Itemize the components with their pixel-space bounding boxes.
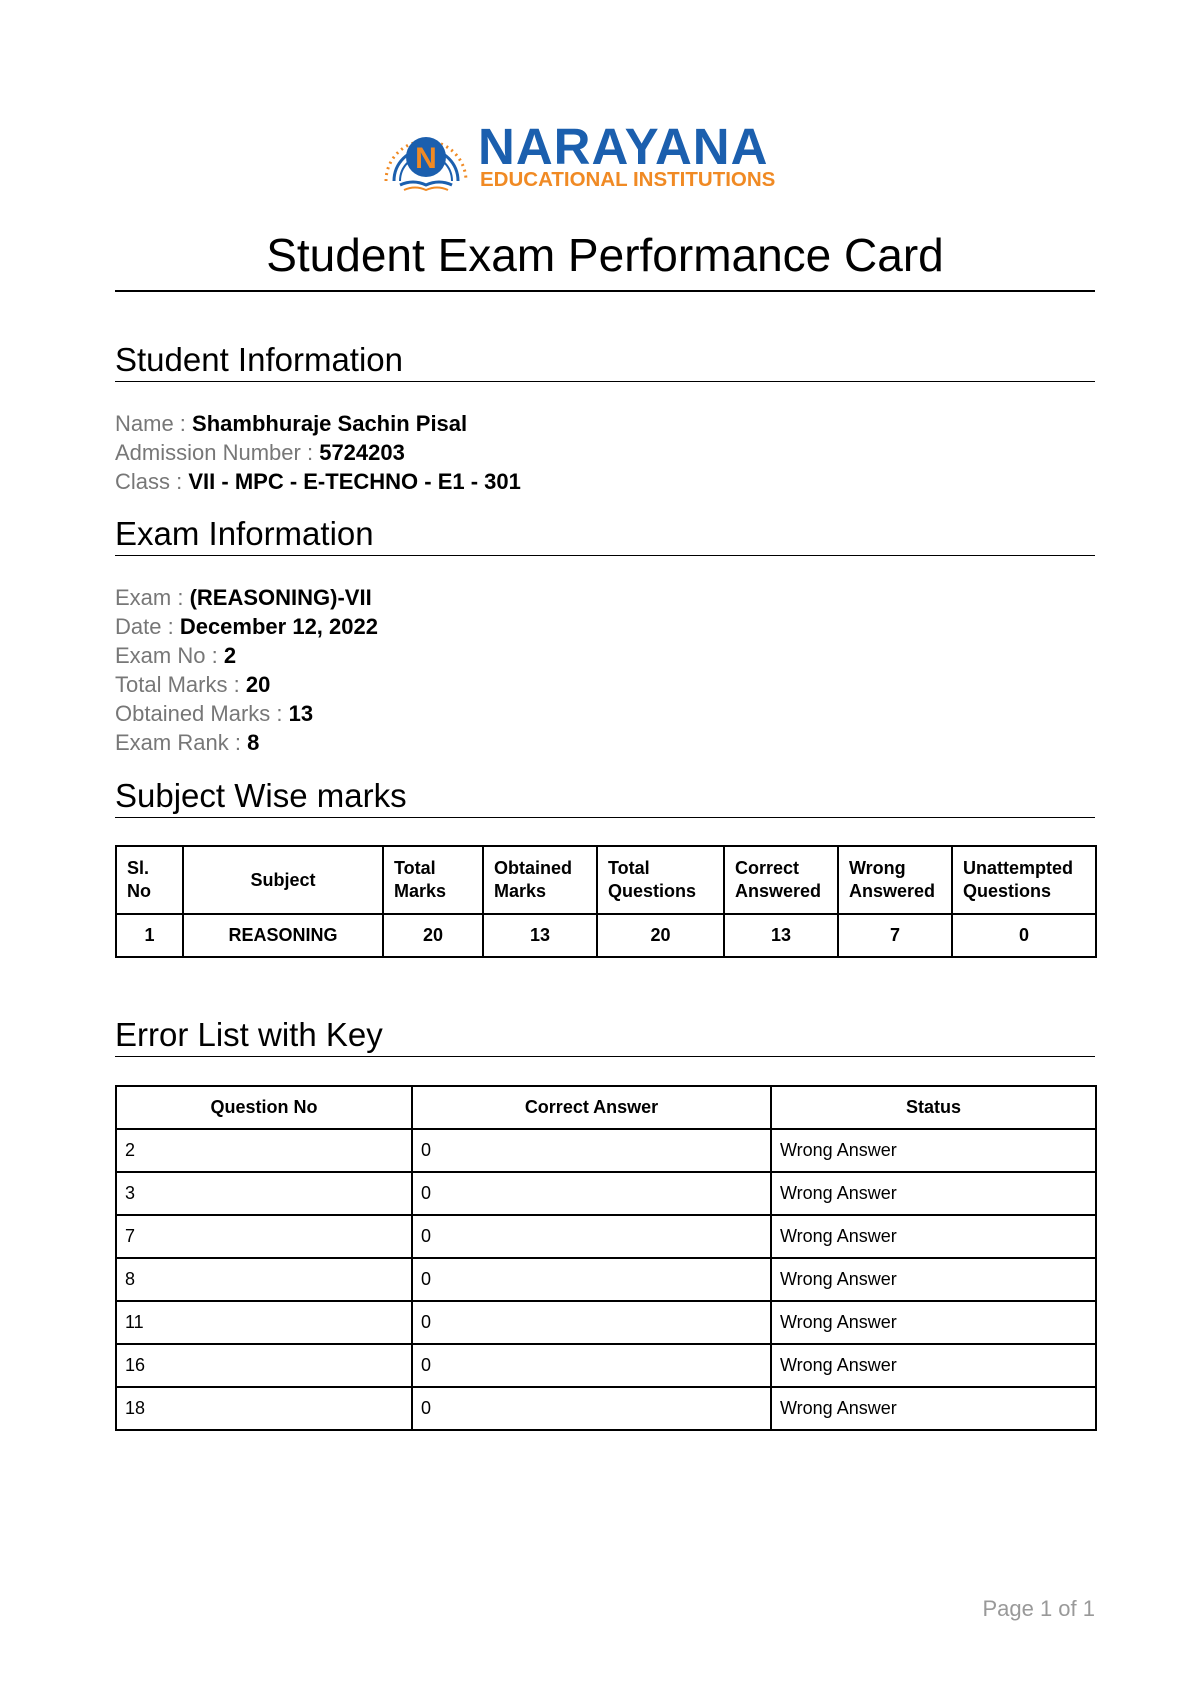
error-section-title: Error List with Key xyxy=(115,1016,383,1053)
class-value: VII - MPC - E-TECHNO - E1 - 301 xyxy=(188,469,521,494)
table-cell: 20 xyxy=(597,914,724,957)
student-section-divider xyxy=(115,381,1095,382)
column-header: Status xyxy=(771,1086,1096,1129)
status-cell: Wrong Answer xyxy=(771,1344,1096,1387)
student-name-field xyxy=(115,410,467,438)
student-section-title: Student Information xyxy=(115,341,404,378)
status-cell: Wrong Answer xyxy=(771,1215,1096,1258)
total-marks-value: 20 xyxy=(245,672,271,697)
exam-rank-field xyxy=(115,729,259,757)
table-cell: 1 xyxy=(116,914,183,957)
exam-date-field xyxy=(115,613,378,641)
question-number-cell: 3 xyxy=(116,1172,412,1215)
student-name-value: Shambhuraje Sachin Pisal xyxy=(192,411,468,436)
exam-name-field xyxy=(115,584,372,612)
column-header: Obtained Marks xyxy=(483,846,597,914)
question-number-cell: 8 xyxy=(116,1258,412,1301)
table-row xyxy=(116,1129,1096,1172)
field-label: Date : xyxy=(115,614,174,639)
correct-answer-cell: 0 xyxy=(412,1258,771,1301)
page-number: Page 1 of 1 xyxy=(982,1596,1095,1621)
exam-section-title: Exam Information xyxy=(115,515,374,552)
table-row xyxy=(116,914,1096,957)
subject-marks-table xyxy=(115,845,1097,958)
exam-number-field xyxy=(115,642,236,670)
table-cell: 13 xyxy=(483,914,597,957)
correct-answer-cell: 0 xyxy=(412,1172,771,1215)
subject-section-divider xyxy=(115,817,1095,818)
exam-rank-value: 8 xyxy=(247,730,260,755)
status-cell: Wrong Answer xyxy=(771,1129,1096,1172)
table-row xyxy=(116,1301,1096,1344)
question-number-cell: 16 xyxy=(116,1344,412,1387)
class-field xyxy=(115,468,521,496)
table-row xyxy=(116,1258,1096,1301)
table-cell: 20 xyxy=(383,914,483,957)
admission-number-value: 5724203 xyxy=(319,440,405,465)
status-cell: Wrong Answer xyxy=(771,1301,1096,1344)
field-label: Exam No : xyxy=(115,643,218,668)
table-row xyxy=(116,1387,1096,1430)
question-number-cell: 2 xyxy=(116,1129,412,1172)
logo-main-text: NARAYANA xyxy=(478,118,769,175)
correct-answer-cell: 0 xyxy=(412,1215,771,1258)
field-label: Total Marks : xyxy=(115,672,240,697)
table-cell: 0 xyxy=(952,914,1096,957)
table-header-row xyxy=(116,846,1096,914)
column-header: Total Questions xyxy=(597,846,724,914)
question-number-cell: 18 xyxy=(116,1387,412,1430)
status-cell: Wrong Answer xyxy=(771,1172,1096,1215)
table-header-row xyxy=(116,1086,1096,1129)
obtained-marks-field xyxy=(115,700,313,728)
correct-answer-cell: 0 xyxy=(412,1344,771,1387)
correct-answer-cell: 0 xyxy=(412,1129,771,1172)
correct-answer-cell: 0 xyxy=(412,1387,771,1430)
column-header: Sl. No xyxy=(116,846,183,914)
column-header: Question No xyxy=(116,1086,412,1129)
table-cell: 13 xyxy=(724,914,838,957)
logo-emblem-icon xyxy=(378,115,474,195)
table-row xyxy=(116,1172,1096,1215)
status-cell: Wrong Answer xyxy=(771,1387,1096,1430)
svg-text:N: N xyxy=(415,142,437,175)
error-section-divider xyxy=(115,1056,1095,1057)
question-number-cell: 7 xyxy=(116,1215,412,1258)
field-label: Name : xyxy=(115,411,186,436)
title-divider xyxy=(115,290,1095,292)
exam-section-divider xyxy=(115,555,1095,556)
column-header: Correct Answered xyxy=(724,846,838,914)
error-list-table xyxy=(115,1085,1097,1431)
obtained-marks-value: 13 xyxy=(288,701,314,726)
exam-name-value: (REASONING)-VII xyxy=(189,585,372,610)
field-label: Obtained Marks : xyxy=(115,701,283,726)
field-label: Admission Number : xyxy=(115,440,314,465)
subject-section-title: Subject Wise marks xyxy=(115,777,407,814)
page-title: Student Exam Performance Card xyxy=(266,229,944,281)
field-label: Exam Rank : xyxy=(115,730,241,755)
table-cell: 7 xyxy=(838,914,952,957)
institution-logo xyxy=(378,115,828,195)
table-cell: REASONING xyxy=(183,914,383,957)
column-header: Total Marks xyxy=(383,846,483,914)
admission-number-field xyxy=(115,439,405,467)
column-header: Unattempted Questions xyxy=(952,846,1096,914)
table-row xyxy=(116,1344,1096,1387)
logo-sub-text: EDUCATIONAL INSTITUTIONS xyxy=(480,168,776,191)
exam-date-value: December 12, 2022 xyxy=(179,614,378,639)
field-label: Class : xyxy=(115,469,183,494)
column-header: Subject xyxy=(183,846,383,914)
exam-number-value: 2 xyxy=(223,643,237,668)
column-header: Correct Answer xyxy=(412,1086,771,1129)
total-marks-field xyxy=(115,671,270,699)
correct-answer-cell: 0 xyxy=(412,1301,771,1344)
table-row xyxy=(116,1215,1096,1258)
field-label: Exam : xyxy=(115,585,184,610)
status-cell: Wrong Answer xyxy=(771,1258,1096,1301)
question-number-cell: 11 xyxy=(116,1301,412,1344)
column-header: Wrong Answered xyxy=(838,846,952,914)
